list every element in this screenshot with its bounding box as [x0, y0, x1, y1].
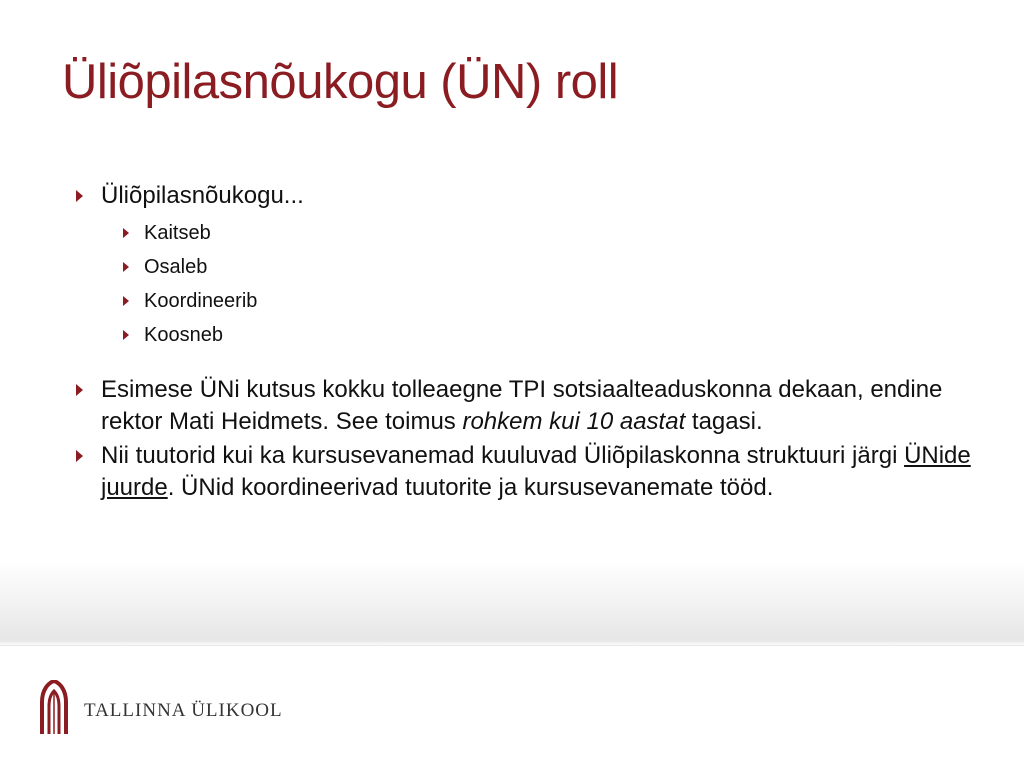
bullet-arrow-icon [76, 450, 83, 462]
bullet-text: Üliõpilasnõukogu... [101, 182, 304, 209]
sub-bullet-arrow-icon [123, 330, 129, 340]
bullet-text: Nii tuutorid kui ka kursusevanemad kuuluvad Üliõpilaskonna struktuuri järgi [101, 442, 905, 469]
slide-content [74, 180, 974, 504]
sub-bullet-item [121, 284, 974, 318]
sub-bullet-arrow-icon [123, 296, 129, 306]
logo-text: TALLINNA ÜLIKOOL [84, 700, 283, 721]
tallinn-university-arch-logo-icon [36, 680, 72, 734]
sub-bullet-item [121, 216, 974, 250]
sub-bullet-item [121, 250, 974, 284]
sub-bullet-item [121, 318, 974, 352]
bullet-text: Esimese ÜNi kutsus kokku tolleaegne TPI sotsiaalteaduskonna dekaan, endine rektor Mati Heidmets. See toimus [101, 376, 943, 435]
sub-bullet-text: Koordineerib [144, 290, 258, 312]
bullet-arrow-icon [76, 190, 83, 202]
slide-title: Üliõpilasnõukogu (ÜN) roll [62, 55, 619, 109]
bullet-item [74, 440, 974, 504]
bullet-emphasis: rohkem kui 10 aastat [462, 408, 686, 435]
sub-bullet-arrow-icon [123, 262, 129, 272]
bullet-arrow-icon [76, 384, 83, 396]
sub-bullet-list [101, 216, 974, 352]
bullet-item [74, 374, 974, 438]
sub-bullet-text: Koosneb [144, 324, 223, 346]
footer-divider [0, 645, 1024, 646]
un-link[interactable]: ÜNide juurde [101, 442, 971, 501]
sub-bullet-arrow-icon [123, 228, 129, 238]
university-logo [36, 680, 283, 734]
bullet-text: tagasi. [685, 408, 763, 435]
bullet-item [74, 180, 974, 352]
sub-bullet-text: Kaitseb [144, 222, 211, 244]
sub-bullet-text: Osaleb [144, 256, 208, 278]
bullet-text: . ÜNid koordineerivad tuutorite ja kursusevanemate tööd. [167, 474, 774, 501]
